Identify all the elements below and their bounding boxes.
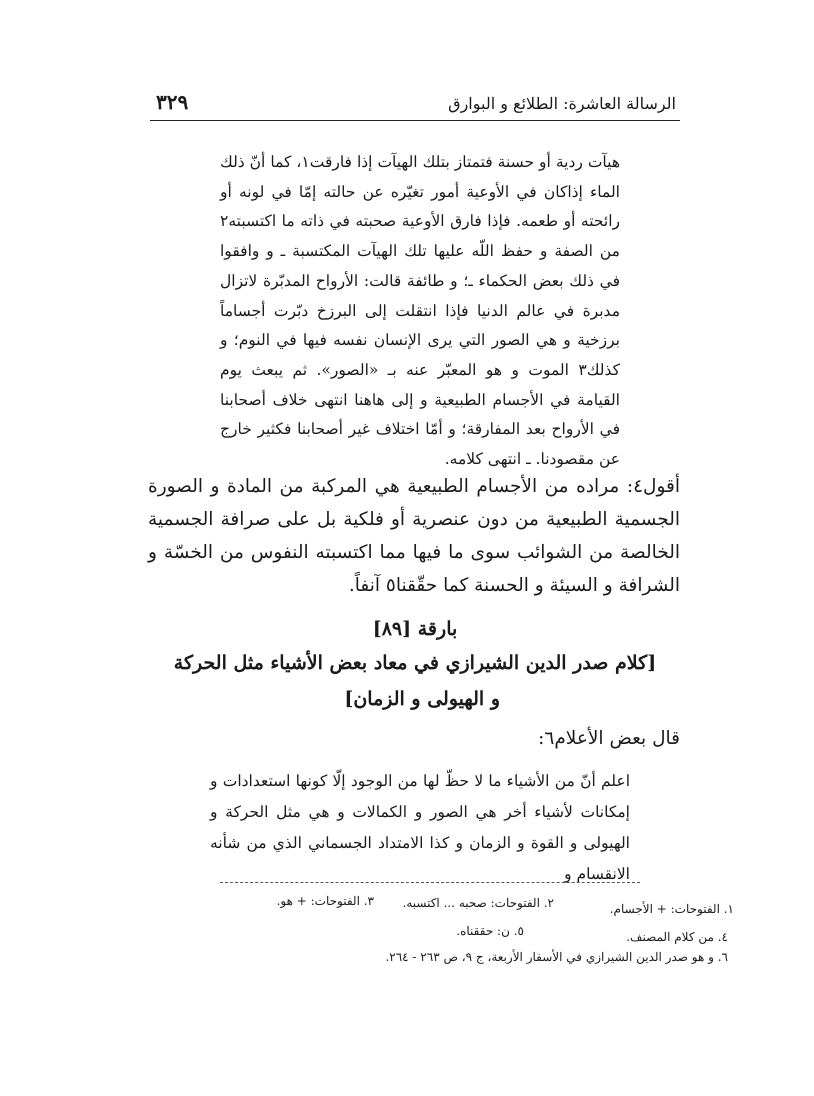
page-number: ٣٢٩ [156, 90, 189, 114]
page-header [150, 86, 680, 121]
footnote-6: ٦. و هو صدر الدين الشيرازي في الأسفار الأربعة، ج ٩، ص ٢٦٣ - ٢٦٤. [385, 950, 728, 964]
author-commentary: أقول٤: مراده من الأجسام الطبيعية هي المركبة من المادة و الصورة الجسمية الطبيعية من دون عنصرية أو فلكية بل على صرافة الجسمية الخالصة من الشوائب سوى ما فيها مما اكتسبته النفوس من الخسّة و الشرافة و السيئة و الحسنة كما حقّقنا٥ آنفاً. [148, 476, 680, 596]
section-title-line1: [كلام صدر الدين الشيرازي في معاد بعض الأشياء مثل الحركة [173, 652, 657, 674]
section-title-line2: و الهيولى و الزمان] [344, 688, 500, 710]
footnote-3: ٣. الفتوحات: + هو. [276, 894, 374, 908]
running-title: الرسالة العاشرة: الطلائع و البوارق [448, 94, 676, 113]
quoted-passage-2: اعلم أنّ من الأشياء ما لا حظّ لها من الوجود إلّا كونها استعدادات و إمكانات لأشياء أخر هي الصور و الكمالات و هي مثل الحركة و الهيولى و القوة و الزمان و كذا الامتداد الجسماني الذي من شأنه الانقسام و [210, 772, 630, 883]
footnote-2: ٢. الفتوحات: صحبه ... اكتسبه. [402, 896, 554, 910]
quoted-passage: هيآت ردية أو حسنة فتمتاز بتلك الهيآت إذا فارقت١، كما أنّ ذلك الماء إذاكان في الأوعية أمور تغيّره عن حالته إمّا في لونه أو رائحته أو طعمه. فإذا فارق الأوعية صحبته في ذاته ما اكتسبته٢ من الصفة و حفظ اللّه عليها تلك الهيآت المكتسبة ـ و وافقوا في ذلك بعض الحكماء ـ؛ و طائفة قالت: الأرواح المدبّرة لاتزال مدبرة في عالم الدنيا فإذا انتقلت إلى البرزخ دبّرت أجساماً برزخية و هي الصور التي يرى الإنسان نفسه فيها في النوم؛ و كذلك٣ الموت و هو المعبّر عنه بـ «الصور». ثم يبعث يوم القيامة في الأجسام الطبيعية و إلى هاهنا انتهى خلاف أصحابنا في الأرواح بعد المفارقة؛ و أمّا اختلاف غير أصحابنا فكثير خارج عن مقصودنا. ـ انتهى كلامه. [220, 153, 620, 469]
footnote-divider [220, 882, 640, 883]
footnote-1: ١. الفتوحات: + الأجسام. [609, 902, 734, 916]
quote-intro: قال بعض الأعلام٦: [538, 728, 680, 749]
section-number: بارقة [٨٩] [372, 618, 458, 640]
footnote-5: ٥. ن: حققناه. [456, 924, 524, 938]
footnote-4: ٤. من كلام المصنف. [626, 930, 728, 944]
